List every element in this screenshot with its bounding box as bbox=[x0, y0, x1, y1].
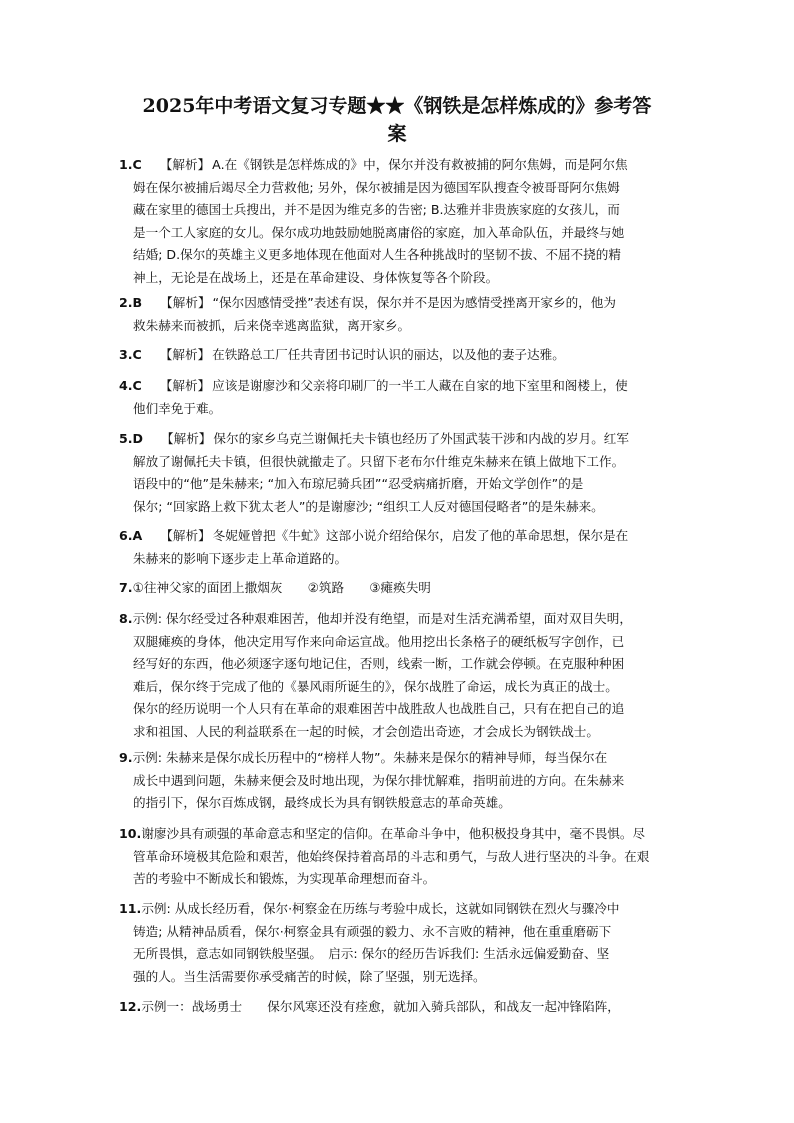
answer-item bbox=[119, 823, 689, 891]
title-line-2: 案 bbox=[387, 123, 407, 145]
answer-item bbox=[119, 428, 689, 518]
answer-number: 6.A bbox=[119, 528, 143, 543]
answer-line bbox=[119, 244, 689, 267]
answer-text: 朱赫来的影响下逐步走上革命道路的。 bbox=[133, 550, 348, 566]
answer-text: 在铁路总工厂任共青团书记时认识的丽达，以及他的妻子达雅。 bbox=[212, 347, 565, 362]
answer-line bbox=[119, 898, 689, 921]
answer-item bbox=[119, 608, 689, 744]
answer-number: 4.C bbox=[119, 378, 142, 393]
answer-line bbox=[119, 792, 689, 815]
answer-text: 双腿瘫痪的身体，他决定用写作来向命运宣战。他用挖出长条格子的硬纸板写字创作，已 bbox=[133, 633, 625, 649]
analysis-tag: 【解析】 bbox=[159, 157, 211, 172]
answer-text: “保尔因感情受挫”表述有误，保尔并不是因为感情受挫离开家乡的，他为 bbox=[212, 295, 616, 310]
answer-text: 经写好的东西，他必须逐字逐句地记住，否则，线索一断，工作就会停顿。在克服种种困 bbox=[133, 656, 625, 672]
answer-number: 5.D bbox=[119, 431, 144, 446]
answer-text: 的指引下，保尔百炼成钢，最终成长为具有钢铁般意志的革命英雄。 bbox=[133, 795, 511, 811]
answer-line bbox=[119, 846, 689, 869]
answer-text: 铸造; 从精神品质看，保尔·柯察金具有顽强的毅力、永不言败的精神，他在重重磨砺下 bbox=[133, 923, 612, 939]
answer-line bbox=[119, 868, 689, 891]
answer-number: 7. bbox=[119, 580, 133, 595]
answer-text: 应该是谢廖沙和父亲将印刷厂的一半工人藏在自家的地下室里和阁楼上，使 bbox=[212, 378, 628, 393]
answer-line bbox=[119, 721, 689, 744]
answer-text: 难后，保尔终于完成了他的《暴风雨所诞生的》，保尔战胜了命运，成长为真正的战士。 bbox=[133, 678, 618, 694]
answer-text: 示例一：战场勇士 保尔风寒还没有痊愈，就加入骑兵部队，和战友一起冲锋陷阵， bbox=[141, 999, 620, 1014]
answer-line bbox=[119, 496, 689, 519]
answer-text: 救朱赫来而被抓，后来侥幸逃离监狱，离开家乡。 bbox=[133, 317, 411, 333]
answer-item bbox=[119, 996, 689, 1019]
answer-line bbox=[119, 177, 689, 200]
answer-line bbox=[119, 315, 689, 338]
answer-line bbox=[119, 676, 689, 699]
answer-line bbox=[119, 525, 689, 548]
answer-number: 3.C bbox=[119, 347, 142, 362]
answer-line bbox=[119, 747, 689, 770]
answer-line bbox=[119, 921, 689, 944]
answer-line bbox=[119, 267, 689, 290]
answer-line bbox=[119, 608, 689, 631]
analysis-tag: 【解析】 bbox=[160, 528, 211, 543]
answer-line bbox=[119, 199, 689, 222]
answer-line bbox=[119, 344, 689, 367]
answer-text: 冬妮娅曾把《牛虻》这部小说介绍给保尔，启发了他的革命思想，保尔是在 bbox=[212, 528, 629, 543]
answer-number: 1.C bbox=[119, 157, 142, 172]
answer-text: 藏在家里的德国士兵搜出，并不是因为维克多的告密; B.达雅并非贵族家庭的女孩儿，而 bbox=[133, 202, 620, 218]
answer-text: 管革命环境极其危险和艰苦，他始终保持着高昂的斗志和勇气，与敌人进行坚决的斗争。在艰 bbox=[133, 848, 650, 864]
answer-text: 解放了谢佩托夫卡镇，但很快就撤走了。只留下老布尔什维克朱赫来在镇上做地下工作。 bbox=[133, 453, 625, 469]
answer-line bbox=[119, 154, 689, 177]
answer-text: 结婚; D.保尔的英雄主义更多地体现在他面对人生各种挑战时的坚韧不拔、不屈不挠的精 bbox=[133, 247, 621, 263]
answer-text: A.在《钢铁是怎样炼成的》中，保尔并没有救被捕的阿尔焦姆，而是阿尔焦 bbox=[212, 157, 628, 172]
answer-text: 示例: 朱赫来是保尔成长历程中的“榜样人物”。朱赫来是保尔的精神导师，每当保尔在 bbox=[132, 750, 608, 765]
answer-line bbox=[119, 653, 689, 676]
answer-line bbox=[119, 398, 689, 421]
answer-number: 10. bbox=[119, 826, 142, 841]
answer-line bbox=[119, 577, 689, 600]
answer-item bbox=[119, 898, 689, 988]
answer-line bbox=[119, 698, 689, 721]
answer-line bbox=[119, 428, 689, 451]
analysis-tag: 【解析】 bbox=[160, 295, 211, 310]
answer-text: 无所畏惧，意志如同钢铁般坚强。 启示: 保尔的经历告诉我们: 生活永远偏爱勤奋、坚 bbox=[133, 946, 610, 962]
answer-line bbox=[119, 631, 689, 654]
answer-text: 保尔的经历说明一个人只有在革命的艰难困苦中战胜敌人也战胜自己，只有在把自己的追 bbox=[133, 701, 625, 717]
answer-text: 求和祖国、人民的利益联系在一起的时候，才会创造出奇迹，才会成长为钢铁战士。 bbox=[133, 723, 599, 739]
answer-number: 2.B bbox=[119, 295, 143, 310]
answer-text: 成长中遇到问题，朱赫来便会及时地出现，为保尔排忧解难，指明前进的方向。在朱赫来 bbox=[133, 772, 625, 788]
answer-number: 12. bbox=[119, 999, 142, 1014]
answer-text: 示例: 保尔经受过各种艰难困苦，他却并没有绝望，而是对生活充满希望，面对双目失明， bbox=[132, 611, 632, 626]
answer-text: ①往神父家的面团上撒烟灰 ②筑路 ③瘫痪失明 bbox=[132, 580, 431, 595]
answer-text: 神上，无论是在战场上，还是在革命建设、身体恢复等各个阶段。 bbox=[133, 269, 499, 285]
answer-text: 保尔的家乡乌克兰谢佩托夫卡镇也经历了外国武装干涉和内战的岁月。红军 bbox=[213, 431, 629, 446]
answer-line bbox=[119, 222, 689, 245]
answer-item bbox=[119, 292, 689, 337]
answer-item bbox=[119, 375, 689, 420]
answer-line bbox=[119, 375, 689, 398]
answer-text: 是一个工人家庭的女儿。保尔成功地鼓励她脱离庸俗的家庭，加入革命队伍，并最终与她 bbox=[133, 224, 625, 240]
answer-item bbox=[119, 577, 689, 600]
answer-text: 苦的考验中不断成长和锻炼，为实现革命理想而奋斗。 bbox=[133, 871, 436, 887]
analysis-tag: 【解析】 bbox=[161, 431, 212, 446]
answer-number: 9. bbox=[119, 750, 133, 765]
answer-text: 姆在保尔被捕后竭尽全力营救他; 另外，保尔被捕是因为德国军队搜查令被哥哥阿尔焦姆 bbox=[133, 179, 620, 195]
answer-text: 语段中的“他”是朱赫来; “加入布琼尼骑兵团”“忍受病痛折磨，开始文学创作”的是 bbox=[133, 476, 584, 492]
answer-line bbox=[119, 943, 689, 966]
title-line-1: 2025年中考语文复习专题★★《钢铁是怎样炼成的》参考答 bbox=[142, 95, 652, 117]
answer-line bbox=[119, 548, 689, 571]
answer-line bbox=[119, 966, 689, 989]
answer-line bbox=[119, 451, 689, 474]
answer-text: 他们幸免于难。 bbox=[133, 400, 222, 416]
analysis-tag: 【解析】 bbox=[159, 347, 211, 362]
page-title bbox=[112, 92, 682, 148]
answer-line bbox=[119, 996, 689, 1019]
answer-text: 示例: 从成长经历看，保尔·柯察金在历练与考验中成长，这就如同钢铁在烈火与骤冷中 bbox=[141, 901, 620, 916]
answer-item bbox=[119, 344, 689, 367]
answer-text: 谢廖沙具有顽强的革命意志和坚定的信仰。在革命斗争中，他积极投身其中，毫不畏惧。尽 bbox=[141, 826, 646, 841]
answer-text: 强的人。当生活需要你承受痛苦的时候，除了坚强，别无选择。 bbox=[133, 968, 486, 984]
answer-line bbox=[119, 770, 689, 793]
answer-item bbox=[119, 747, 689, 815]
answer-text: 保尔; “回家路上救下犹太老人”的是谢廖沙; “组织工人反对德国侵略者”的是朱赫来。 bbox=[133, 498, 604, 514]
answer-number: 8. bbox=[119, 611, 133, 626]
answer-line bbox=[119, 823, 689, 846]
answer-line bbox=[119, 292, 689, 315]
answer-line bbox=[119, 473, 689, 496]
answer-item bbox=[119, 154, 689, 290]
analysis-tag: 【解析】 bbox=[159, 378, 211, 393]
answer-item bbox=[119, 525, 689, 570]
answer-number: 11. bbox=[119, 901, 142, 916]
